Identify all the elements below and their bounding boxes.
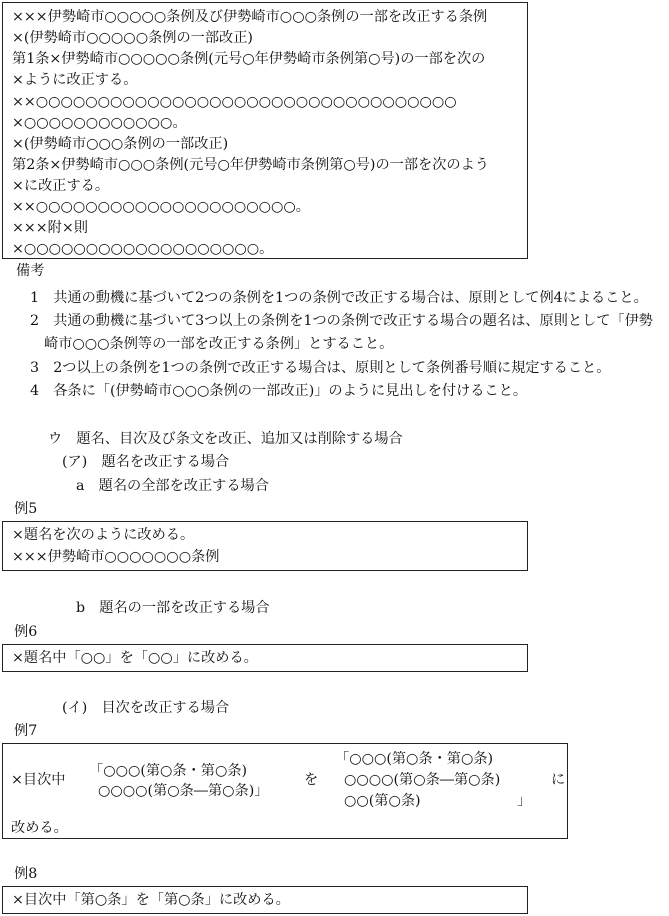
subsection-heading: (イ) 目次を改正する場合	[62, 700, 230, 716]
remark-item: 4 各条に「(伊勢崎市○○○条例の一部改正)」のように見出しを付けること。	[30, 383, 528, 399]
box-line: 第1条×伊勢崎市○○○○○条例(元号○年伊勢崎市条例第○号)の一部を次の	[12, 51, 486, 67]
example-5-box	[2, 521, 528, 571]
toc-close-bracket: 」	[517, 793, 532, 809]
example-7-box	[2, 743, 568, 839]
example-label: 例7	[14, 723, 38, 739]
box-line: 第2条×伊勢崎市○○○条例(元号○年伊勢崎市条例第○号)の一部を次のよう	[12, 157, 489, 173]
box-line: ×(伊勢崎市○○○○○条例の一部改正)	[12, 30, 253, 46]
toc-old-line: 「○○○(第○条・第○条)	[89, 763, 248, 779]
box-line: ×××伊勢崎市○○○○○○○条例	[12, 549, 220, 565]
sub-subsection-heading: b 題名の一部を改正する場合	[76, 600, 270, 616]
box-line: ×××伊勢崎市○○○○○条例及び伊勢崎市○○○条例の一部を改正する条例	[12, 9, 488, 25]
example-8-box	[2, 886, 528, 914]
sub-subsection-heading: a 題名の全部を改正する場合	[76, 478, 269, 494]
box-line: ×××附×則	[12, 220, 88, 236]
box-line: ××○○○○○○○○○○○○○○○○○○○○○。	[12, 199, 310, 215]
box-line: ×○○○○○○○○○○○○。	[12, 115, 187, 131]
toc-new-line: ○○○○(第○条―第○条)	[344, 772, 501, 788]
box-line: ×題名中「○○」を「○○」に改める。	[12, 650, 258, 666]
toc-ni: に	[551, 772, 566, 788]
box-line: ×題名を次のように改める。	[12, 527, 195, 543]
example-label: 例8	[14, 866, 38, 882]
box-line: ×ように改正する。	[12, 72, 138, 88]
example-label: 例5	[14, 501, 38, 517]
remarks-title: 備考	[16, 263, 45, 279]
box-line: ×に改正する。	[12, 178, 110, 194]
example-label: 例6	[14, 624, 38, 640]
box-line: ××○○○○○○○○○○○○○○○○○○○○○○○○○○○○○○○○○○	[12, 94, 457, 110]
remark-item: 2 共通の動機に基づいて3つ以上の条例を1つの条例で改正する場合の題名は、原則として「伊勢	[30, 313, 653, 329]
remark-item: 崎市○○○条例等の一部を改正する条例」とすること。	[44, 336, 394, 352]
box-line: ×(伊勢崎市○○○条例の一部改正)	[12, 136, 229, 152]
box-line: ×○○○○○○○○○○○○○○○○○○○。	[12, 241, 274, 257]
remark-item: 1 共通の動機に基づいて2つの条例を1つの条例で改正する場合は、原則として例4によること。	[30, 290, 648, 306]
example-6-box	[2, 644, 528, 672]
subsection-heading: (ア) 題名を改正する場合	[62, 454, 230, 470]
box-line: ×目次中「第○条」を「第○条」に改める。	[12, 892, 290, 908]
amendment-example-box	[2, 2, 528, 259]
remark-item: 3 2つ以上の条例を1つの条例で改正する場合は、原則として条例番号順に規定すること。	[30, 360, 611, 376]
toc-wo: を	[304, 772, 319, 788]
toc-new-line: ○○(第○条)	[344, 793, 421, 809]
section-heading: ウ 題名、目次及び条文を改正、追加又は削除する場合	[48, 431, 403, 447]
toc-old-line: ○○○○(第○条―第○条)」	[98, 783, 269, 799]
toc-suffix: 改める。	[11, 820, 68, 836]
toc-new-line: 「○○○(第○条・第○条)	[335, 751, 494, 767]
toc-prefix: ×目次中	[11, 772, 66, 788]
